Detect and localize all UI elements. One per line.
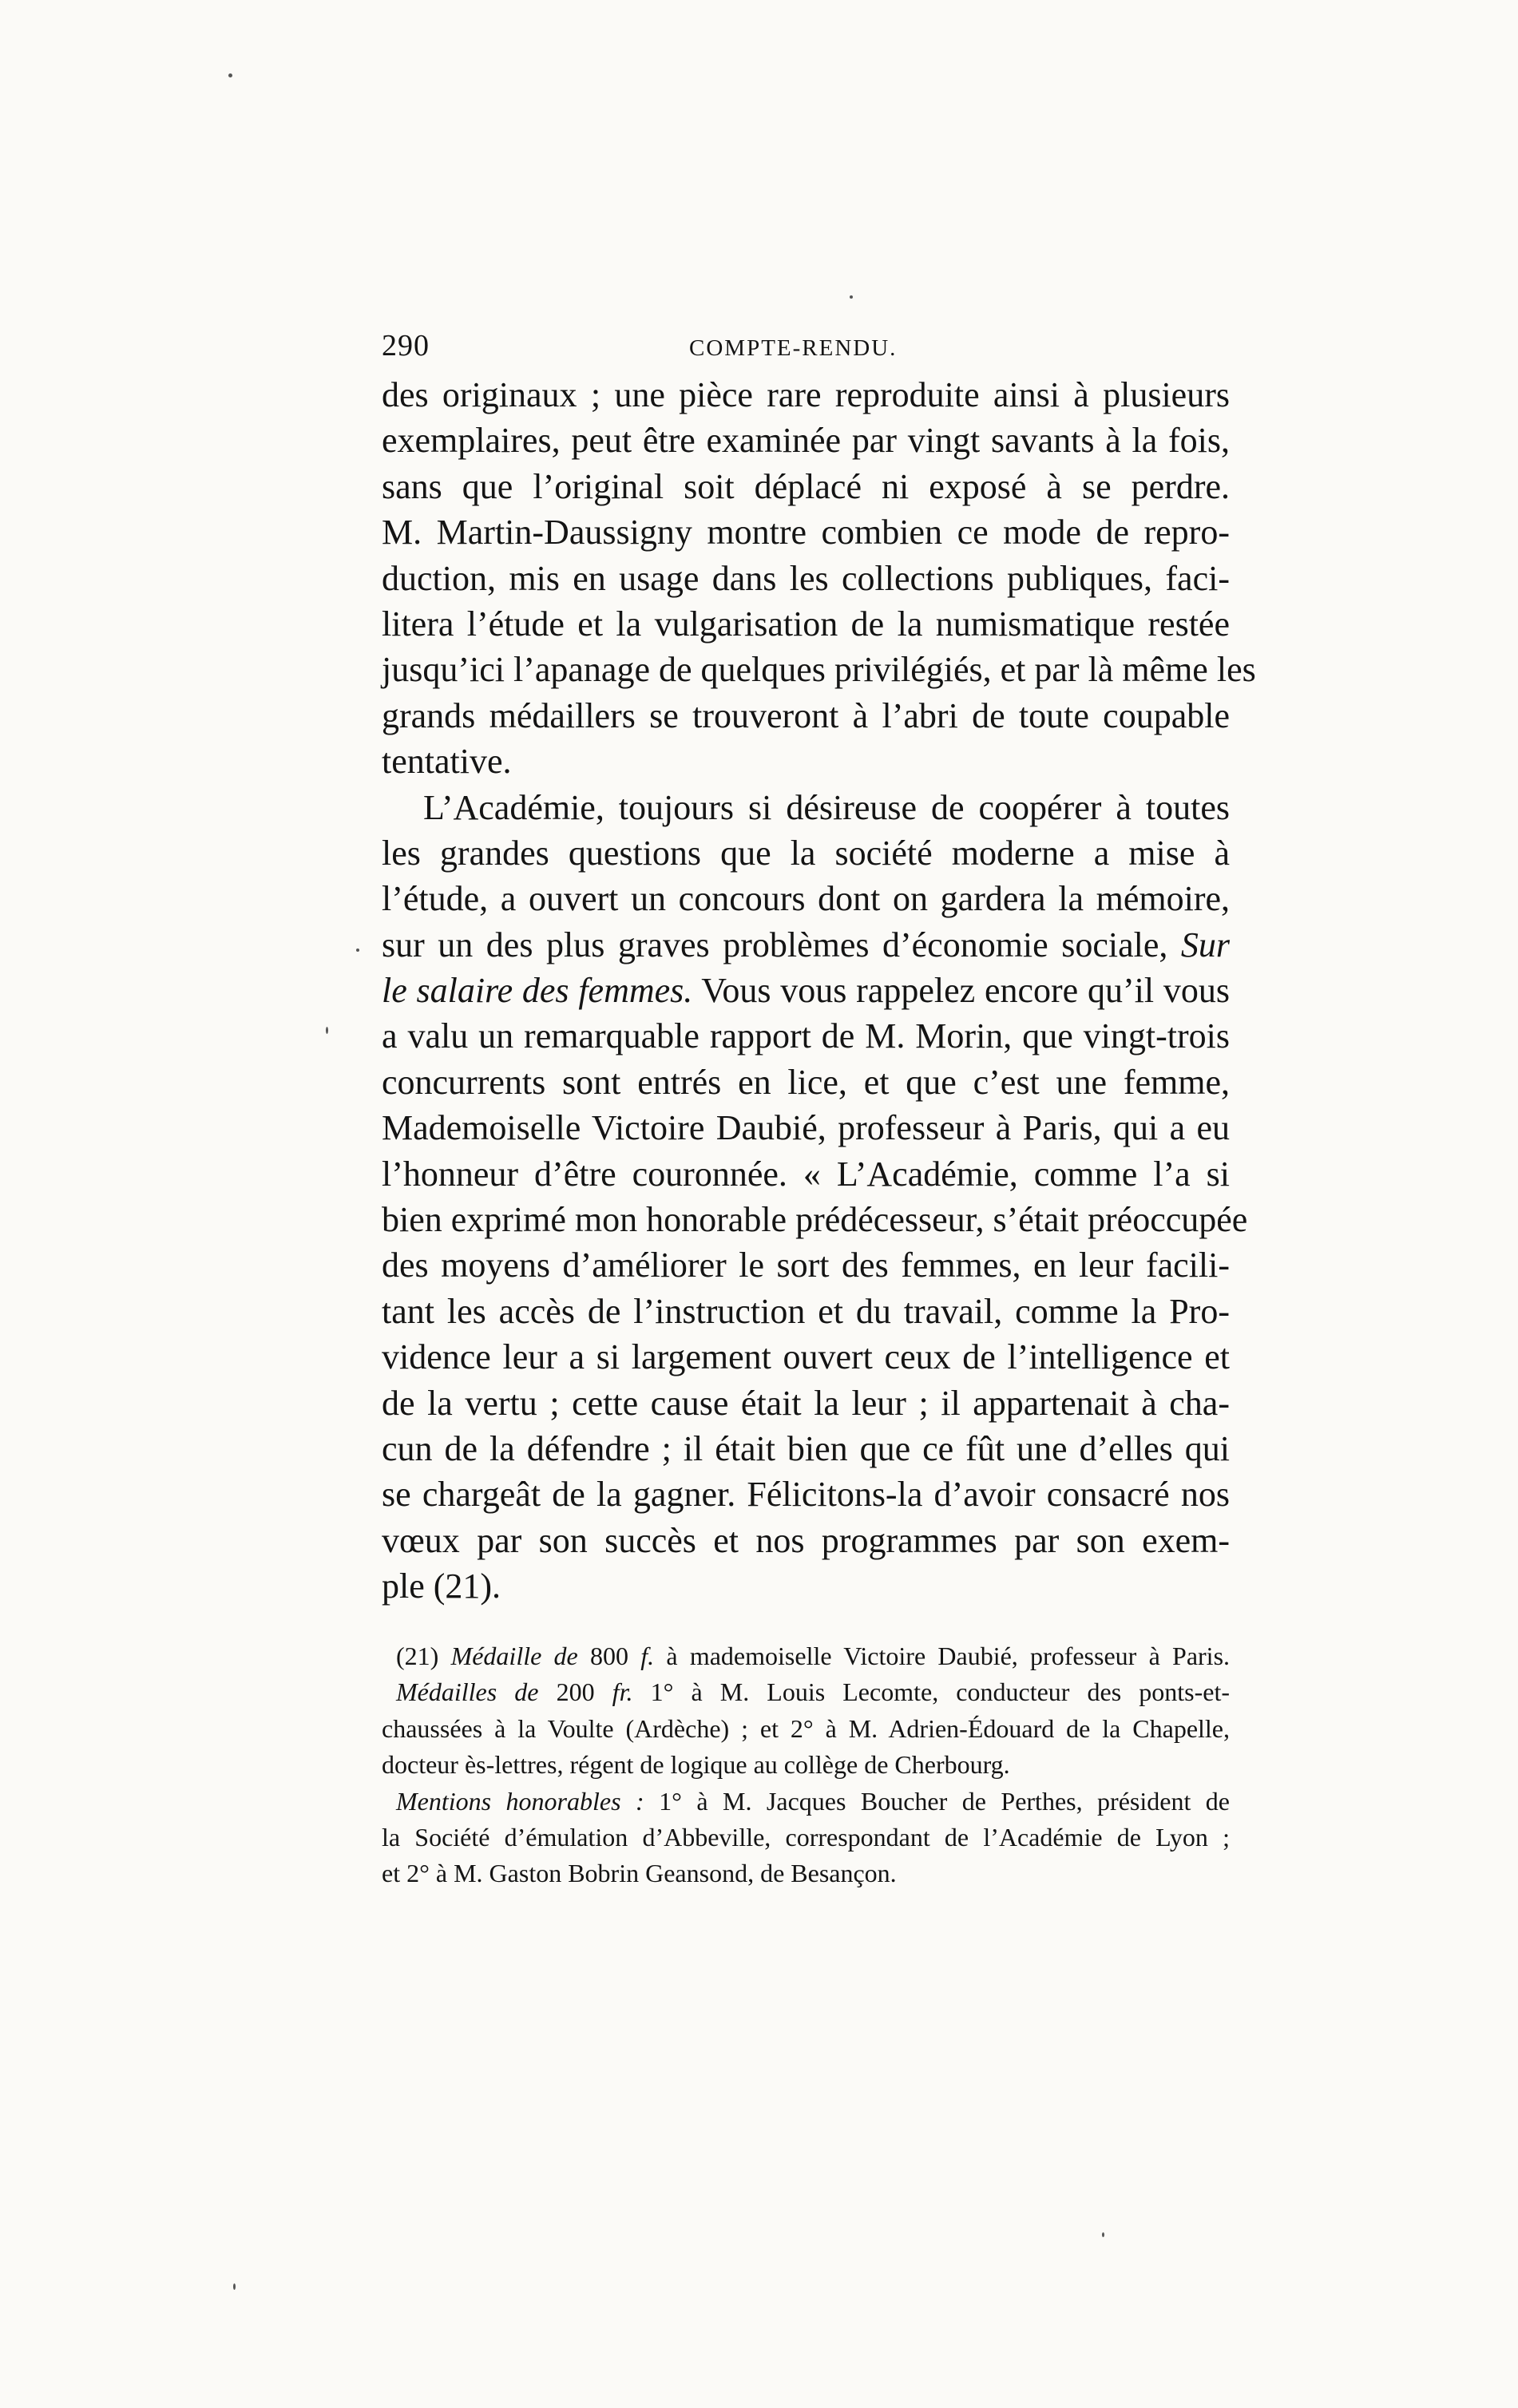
italic-title-segment: Sur xyxy=(1180,925,1230,964)
footnote-line: et 2° à M. Gaston Bobrin Geansond, de Besançon. xyxy=(382,1859,897,1888)
text-line: l’honneur d’être couronnée. « L’Académie, comme l’a si xyxy=(382,1154,1230,1194)
italic-title-segment: le salaire des femmes. xyxy=(382,971,693,1011)
text-line: cun de la défendre ; il était bien que ce fût une d’elles qui xyxy=(382,1428,1230,1468)
text-line: litera l’étude et la vulgarisation de la numismatique restée xyxy=(382,604,1230,644)
page-header xyxy=(382,326,1230,366)
scan-speck xyxy=(850,295,853,299)
scan-speck xyxy=(233,2283,236,2290)
text-line: se chargeât de la gagner. Félicitons-la d’avoir consacré nos xyxy=(382,1475,1230,1515)
scan-speck xyxy=(228,73,232,77)
text-line: sans que l’original soit déplacé ni exposé à se perdre. xyxy=(382,466,1230,506)
footnote-amount: 800 xyxy=(590,1642,628,1670)
footnote-text: 1° à M. Jacques Boucher de Perthes, président de xyxy=(659,1786,1231,1816)
footnote-label: Mentions honorables : xyxy=(396,1786,644,1816)
text-line: M. Martin-Daussigny montre combien ce mode de repro- xyxy=(382,513,1230,552)
text-line: L’Académie, toujours si désireuse de coopérer à toutes xyxy=(423,787,1230,827)
footnote-line: la Société d’émulation d’Abbeville, correspondant de l’Académie de Lyon ; xyxy=(382,1822,1230,1852)
footnote-text: à mademoiselle Victoire Daubié, professeur à Paris. xyxy=(666,1642,1231,1670)
text-line: des moyens d’améliorer le sort des femmes, en leur facili- xyxy=(382,1246,1230,1285)
text-line: vœux par son succès et nos programmes par son exem- xyxy=(382,1520,1230,1560)
footnote-line xyxy=(382,1784,1230,1820)
footnote-label: Médaille de xyxy=(450,1642,578,1670)
text-line: bien exprimé mon honorable prédécesseur, s’était préoccupée xyxy=(382,1200,1248,1240)
scan-speck xyxy=(1102,2232,1104,2237)
text-line: concurrents sont entrés en lice, et que c’est une femme, xyxy=(382,1062,1230,1102)
footnote-line: docteur ès-lettres, régent de logique au collège de Cherbourg. xyxy=(382,1750,1010,1780)
text-line-with-italic xyxy=(382,968,1230,1013)
text-line-with-italic xyxy=(382,922,1230,968)
text-line: tant les accès de l’instruction et du travail, comme la Pro- xyxy=(382,1291,1230,1331)
footnote-unit: f. xyxy=(640,1642,655,1670)
text-line: a valu un remarquable rapport de M. Morin, que vingt-trois xyxy=(382,1016,1230,1056)
scan-speck xyxy=(326,1027,328,1034)
text-line: exemplaires, peut être examinée par vingt savants à la fois, xyxy=(382,421,1230,461)
text-segment: sur un des plus graves problèmes d’économie sociale, xyxy=(382,925,1168,964)
text-segment: Vous vous rappelez encore qu’il vous xyxy=(701,971,1230,1011)
text-line: les grandes questions que la société moderne a mise à xyxy=(382,833,1230,873)
text-line: tentative. xyxy=(382,742,512,782)
footnote-label: Médailles de xyxy=(396,1677,539,1707)
footnote-text: 1° à M. Louis Lecomte, conducteur des ponts-et- xyxy=(650,1677,1231,1707)
text-line: vidence leur a si largement ouvert ceux de l’intelligence et xyxy=(382,1337,1230,1377)
text-line: de la vertu ; cette cause était la leur ; il appartenait à cha- xyxy=(382,1383,1230,1423)
text-line: Mademoiselle Victoire Daubié, professeur à Paris, qui a eu xyxy=(382,1108,1230,1148)
text-line: ple (21). xyxy=(382,1566,501,1606)
text-line: l’étude, a ouvert un concours dont on gardera la mémoire, xyxy=(382,879,1230,919)
text-line: jusqu’ici l’apanage de quelques privilégiés, et par là même les xyxy=(382,650,1256,690)
footnote-line: chaussées à la Voulte (Ardèche) ; et 2° à M. Adrien-Édouard de la Chapelle, xyxy=(382,1713,1230,1743)
text-line: duction, mis en usage dans les collections publiques, faci- xyxy=(382,558,1230,598)
footnotes xyxy=(382,1638,1230,1892)
footnote-line xyxy=(382,1674,1230,1710)
text-line: grands médaillers se trouveront à l’abri de toute coupable xyxy=(382,695,1230,735)
footnote-amount: 200 xyxy=(556,1677,595,1707)
scan-speck xyxy=(356,949,359,952)
running-head: COMPTE-RENDU. xyxy=(689,335,898,361)
footnote-ref: (21) xyxy=(396,1642,439,1670)
footnote-line xyxy=(382,1638,1230,1674)
footnote-unit: fr. xyxy=(612,1677,633,1707)
main-text xyxy=(382,372,1256,1610)
text-line: des originaux ; une pièce rare reproduite ainsi à plusieurs xyxy=(382,375,1230,414)
page-number: 290 xyxy=(382,329,430,362)
